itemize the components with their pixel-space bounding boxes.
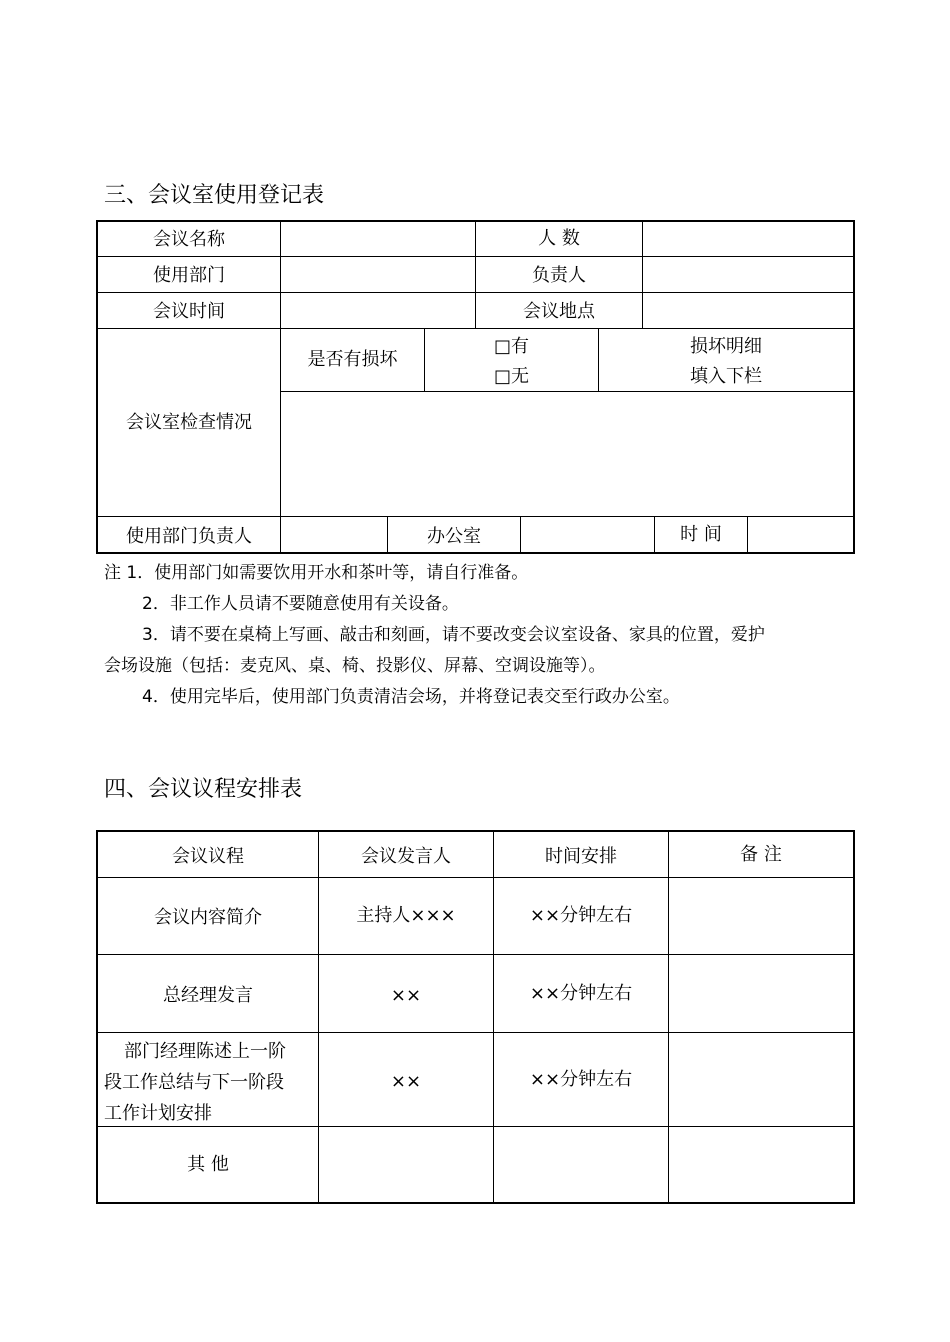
sign-time-field[interactable] [748,517,853,552]
option-no[interactable]: □无 [493,366,529,387]
note-3-line2: 会场设施（包括：麦克风、桌、椅、投影仪、屏幕、空调设施等）。 [104,656,606,676]
agenda-dept-report-line1: 部门经理陈述上一阶 [124,1041,286,1062]
header-time: 时间安排 [545,845,617,867]
damage-detail-line2: 填入下栏 [690,366,762,387]
speaker-host: 主持人××× [356,905,456,926]
note-1: 注 1．使用部门如需要饮用开水和茶叶等，请自行准备。 [104,563,529,583]
remark-row4[interactable] [669,1127,853,1202]
remark-row1[interactable] [669,878,853,954]
agenda-other: 其 他 [187,1154,229,1175]
damage-detail-field[interactable] [281,392,853,516]
agenda-dept-report-line2: 段工作总结与下一阶段 [104,1072,284,1093]
header-agenda: 会议议程 [172,845,244,867]
agenda-intro: 会议内容简介 [154,907,262,928]
remark-row3[interactable] [669,1033,853,1126]
section3-heading: 三、会议室使用登记表 [104,183,325,208]
time-row4[interactable] [494,1127,668,1202]
agenda-dept-report [104,1036,316,1129]
dept-field[interactable] [281,257,475,292]
speaker-row3: ×× [390,1070,422,1092]
office-field[interactable] [521,517,654,552]
speaker-row2: ×× [390,985,422,1006]
note-4: 4．使用完毕后，使用部门负责清洁会场，并将登记表交至行政办公室。 [142,687,680,707]
inspection-label: 会议室检查情况 [126,411,252,433]
person-in-charge-field[interactable] [643,257,853,292]
dept-head-label: 使用部门负责人 [126,526,252,547]
attendees-label: 人 数 [538,228,580,249]
header-speaker: 会议发言人 [361,845,451,867]
meeting-time-field[interactable] [281,293,475,328]
time-row3: ××分钟左右 [529,1068,633,1090]
meeting-name-field[interactable] [281,222,475,256]
header-remark: 备 注 [740,843,782,865]
damage-question-label: 是否有损坏 [307,349,398,370]
dept-head-field[interactable] [281,517,387,552]
attendees-field[interactable] [643,222,853,256]
option-yes[interactable]: □有 [493,336,529,357]
office-label: 办公室 [427,526,481,547]
time-row1: ××分钟左右 [529,905,633,926]
meeting-location-label: 会议地点 [523,301,595,322]
meeting-location-field[interactable] [643,293,853,328]
time-row2: ××分钟左右 [529,982,633,1004]
note-3-line1: 3．请不要在桌椅上写画、敲击和刻画，请不要改变会议室设备、家具的位置，爱护 [142,625,765,645]
agenda-gm-speech: 总经理发言 [163,985,253,1006]
sign-time-label: 时 间 [680,523,722,545]
meeting-name-label: 会议名称 [153,229,225,250]
section4-heading: 四、会议议程安排表 [104,777,303,802]
agenda-dept-report-line3: 工作计划安排 [104,1103,212,1124]
damage-detail-line1: 损坏明细 [690,336,762,357]
remark-row2[interactable] [669,955,853,1032]
note-2: 2．非工作人员请不要随意使用有关设备。 [142,594,459,614]
dept-label: 使用部门 [153,265,225,286]
speaker-row4[interactable] [319,1127,493,1202]
meeting-time-label: 会议时间 [153,301,225,322]
damage-options [425,332,598,392]
damage-detail-note [599,332,853,392]
person-in-charge-label: 负责人 [532,265,586,286]
